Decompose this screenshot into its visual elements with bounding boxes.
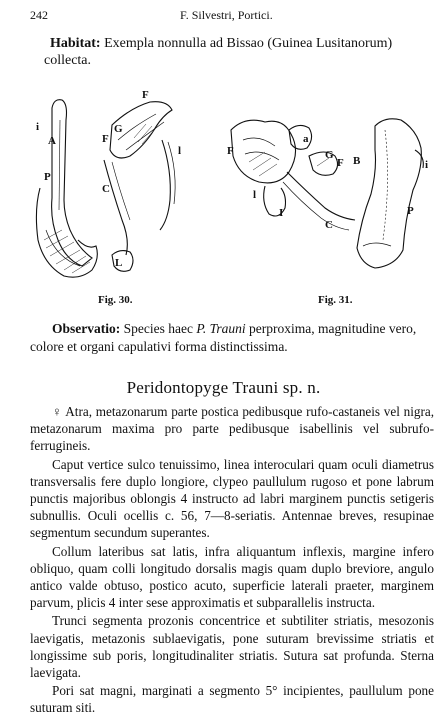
fig30-label-l: l [178,145,182,157]
observatio-text-before: Species haec [120,321,197,336]
fig31-label-l: l [253,189,257,201]
fig30-label-big-l: L [115,257,123,269]
fig31-label-c: C [325,219,333,231]
fig31-label-p: P [407,205,414,217]
figure-30-drawing [22,80,202,290]
page-number: 242 [30,8,48,22]
observatio-paragraph [30,320,430,356]
observatio-text-after: perproxima, magnitudine vero, colore et organi capulativi forma distinctissima. [30,321,417,354]
habitat-label: Habitat: [50,36,101,51]
fig31-label-f-right: F [337,157,344,169]
description-paragraph: ♀ Atra, metazonarum parte postica pedibusque rufo-castaneis vel nigra, metazonarum maxima pro parte pedibusque isabellinis vel subrufo-ferrugineis. [30,404,434,454]
figure-31-drawing [225,90,435,290]
description-paragraph: Pori sat magni, marginati a segmento 5° incipientes, paullulum pone suturam siti. [30,683,434,716]
habitat-text: Exempla nonnulla ad Bissao (Guinea Lusitanorum) [100,36,393,51]
running-head: F. Silvestri, Portici. [180,8,273,22]
species-title: Peridontopyge Trauni sp. n. [126,378,321,397]
observatio-species: P. Trauni [196,321,246,336]
fig30-label-c: C [102,183,110,195]
fig31-label-g: G [325,149,334,161]
species-description [30,403,434,717]
fig30-label-p: P [44,171,51,183]
habitat-paragraph [44,35,445,69]
description-paragraph: Caput vertice sulco tenuissimo, linea interoculari quam oculi diametrus transversalis fere duplo longiore, clypeo paullulum rugoso et pone labrum punctis majoribus oblongis 4 instructo ad labri marginem punctis setigeris subnullis. Oculi ocellis c. 56, 7—8-seriatis. Antennae breves, resupinae segmentum secundum superantes. [30,456,434,541]
observatio-label: Observatio: [52,321,121,336]
figure-30-caption: Fig. 30. [98,294,133,306]
description-paragraph: Collum lateribus sat latis, infra aliquantum inflexis, margine infero obliquo, quam colli longitudo dorsalis magis quam duplo breviore, angulo antico valde obtuso, postico acuto, superficie laterali praeter, marginem parvum, plicis 4 inter sese approximatis et subparallelis instructa. [30,543,434,611]
habitat-continuation: collecta. [44,53,92,68]
fig30-label-i: i [36,121,40,133]
figure-31-caption: Fig. 31. [318,294,353,306]
fig30-label-f-mid: F [102,133,109,145]
fig31-label-b: B [353,155,361,167]
description-paragraph: Trunci segmenta prozonis concentrice et subtiliter striatis, mesozonis laevigatis, metazonis sublaevigatis, pone suturam brevissime striatis et longissime sub poris, longitudinaliter striatis. Sutura sat profunda. Sterna laevigata. [30,613,434,681]
fig30-label-a: A [48,135,56,147]
fig30-label-f-top: F [142,89,149,101]
fig31-label-big-i: I [279,207,284,219]
fig31-label-i: i [425,159,429,171]
fig31-label-a: a [303,133,309,145]
fig30-label-g: G [114,123,123,135]
fig31-label-f-left: F [227,145,234,157]
